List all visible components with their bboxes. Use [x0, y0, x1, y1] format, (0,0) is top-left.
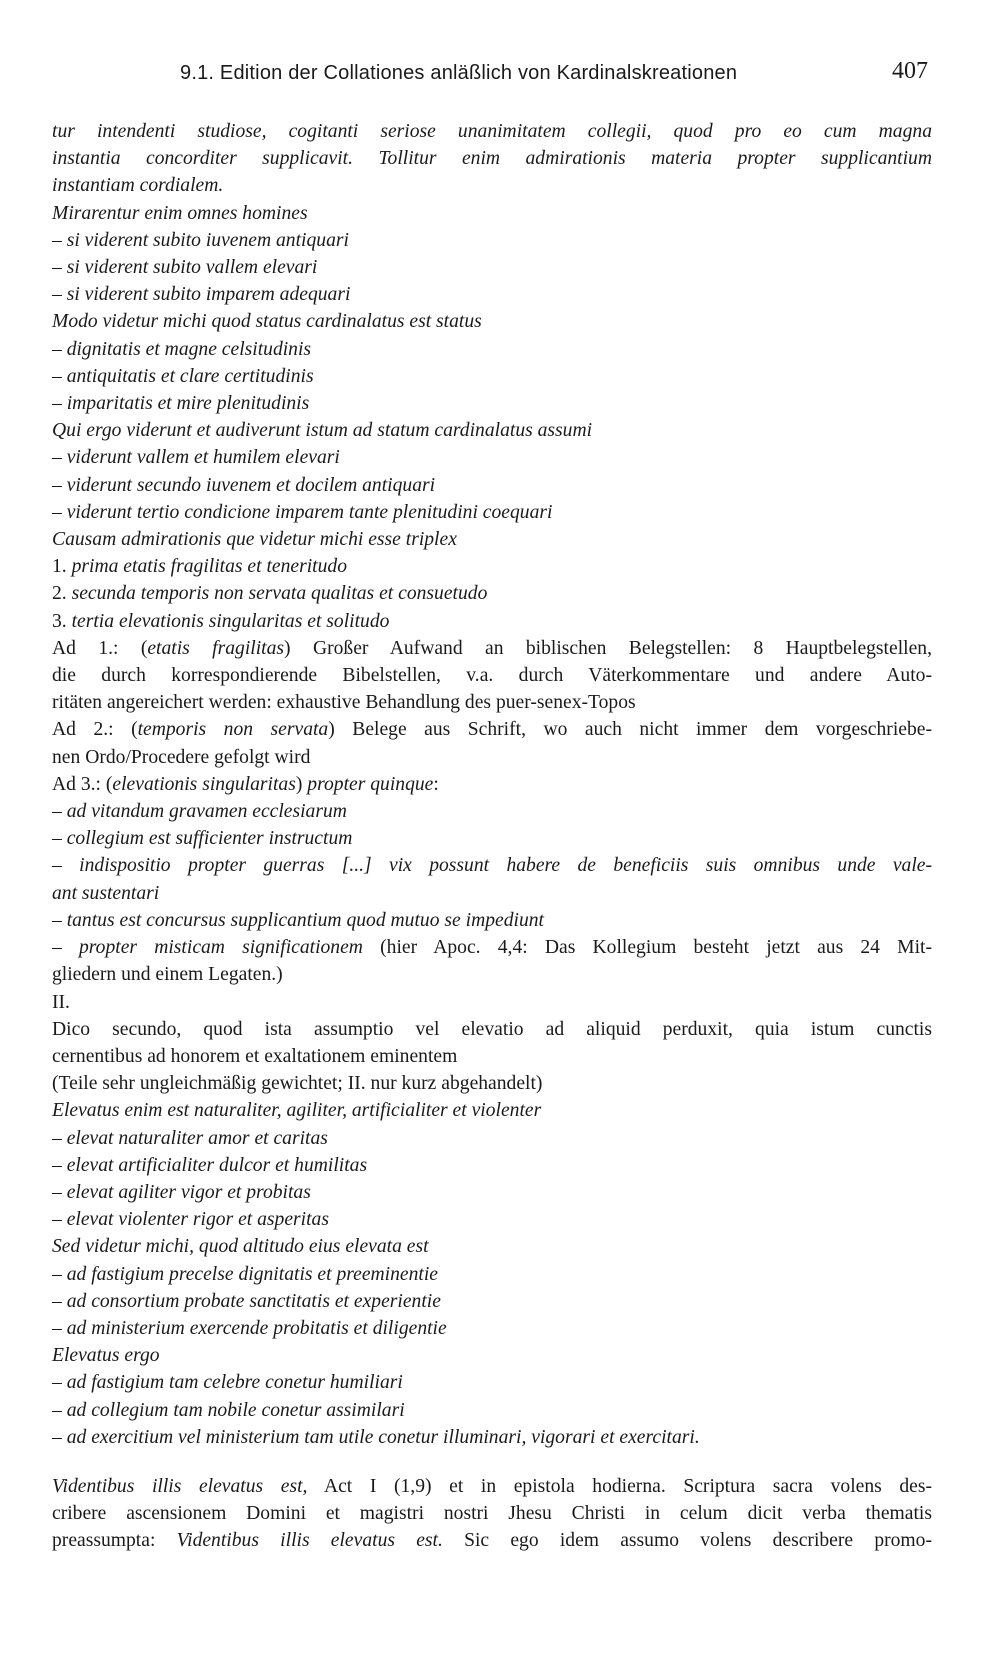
italic-text: – ad consortium probate sanctitatis et experientie: [52, 1290, 441, 1312]
text-line: [52, 1473, 932, 1500]
roman-text: Ad 3.: (: [52, 773, 113, 795]
text-line: [52, 744, 932, 771]
italic-text: – elevat violenter rigor et asperitas: [52, 1209, 329, 1231]
text-line: [52, 689, 932, 716]
italic-text: elevationis singularitas: [112, 773, 296, 795]
roman-text: :: [433, 773, 439, 795]
roman-text: Sic ego idem assumo volens describere promo-: [442, 1530, 932, 1552]
roman-text: 1.: [52, 556, 72, 578]
italic-text: Videntibus illis elevatus est.: [176, 1530, 443, 1552]
text-line: [52, 1527, 932, 1554]
text-line: [52, 1369, 932, 1396]
text-line: [52, 336, 932, 363]
text-line: [52, 499, 932, 526]
text-line: [52, 254, 932, 281]
text-line: [52, 1397, 932, 1424]
roman-text: die durch korrespondierende Bibelstellen, v.a. durch Väterkommentare und andere Auto-: [52, 665, 932, 687]
text-line: [52, 390, 932, 417]
italic-text: Causam admirationis que videtur michi esse triplex: [52, 529, 457, 551]
italic-text: instantia concorditer supplicavit. Tollitur enim admirationis materia propter supplicantium: [52, 148, 932, 170]
italic-text: Videntibus illis elevatus est,: [52, 1475, 308, 1497]
text-line: [52, 308, 932, 335]
italic-text: – collegium est sufficienter instructum: [52, 828, 353, 850]
text-line: [52, 363, 932, 390]
italic-text: Elevatus enim est naturaliter, agiliter, artificialiter et violenter: [52, 1100, 542, 1122]
text-line: [52, 145, 932, 172]
italic-text: Modo videtur michi quod status cardinalatus est status: [52, 311, 482, 333]
text-line: [52, 200, 932, 227]
text-line: [52, 1125, 932, 1152]
italic-text: Mirarentur enim omnes homines: [52, 202, 308, 224]
text-line: [52, 118, 932, 145]
text-line: [52, 1500, 932, 1527]
text-line: [52, 227, 932, 254]
text-line: [52, 444, 932, 471]
italic-text: – ad fastigium precelse dignitatis et preeminentie: [52, 1263, 439, 1285]
text-line: [52, 825, 932, 852]
roman-text: gliedern und einem Legaten.): [52, 964, 283, 986]
roman-text: (Teile sehr ungleichmäßig gewichtet; II. nur kurz abgehandelt): [52, 1073, 543, 1095]
italic-text: – imparitatis et mire plenitudinis: [52, 393, 310, 415]
page-header: [52, 58, 930, 92]
italic-text: propter quinque: [307, 773, 434, 795]
text-line: [52, 880, 932, 907]
italic-text: – elevat artificialiter dulcor et humilitas: [52, 1154, 368, 1176]
text-line: [52, 1043, 932, 1070]
running-title: 9.1. Edition der Collationes anläßlich von Kardinalskreationen: [180, 62, 738, 84]
page-number: 407: [892, 58, 928, 84]
italic-text: – ad exercitium vel ministerium tam utile conetur illuminari, vigorari et exercitari.: [52, 1426, 700, 1448]
roman-text: Dico secundo, quod ista assumptio vel elevatio ad aliquid perduxit, quia istum cunctis: [52, 1018, 932, 1040]
text-line: [52, 608, 932, 635]
text-line: [52, 1424, 932, 1451]
italic-text: – elevat agiliter vigor et probitas: [52, 1181, 311, 1203]
italic-text: – antiquitatis et clare certitudinis: [52, 365, 314, 387]
text-line: [52, 798, 932, 825]
italic-text: ant sustentari: [52, 882, 160, 904]
text-line: [52, 281, 932, 308]
roman-text: cribere ascensionem Domini et magistri nostri Jhesu Christi in celum dicit verba thematis: [52, 1503, 932, 1525]
text-line: [52, 172, 932, 199]
italic-text: etatis fragilitas: [147, 637, 285, 659]
text-line: [52, 961, 932, 988]
roman-text: cernentibus ad honorem et exaltationem eminentem: [52, 1045, 458, 1067]
text-line: [52, 553, 932, 580]
text-line: [52, 1206, 932, 1233]
italic-text: Elevatus ergo: [52, 1345, 160, 1367]
roman-text: ) Großer Aufwand an biblischen Belegstellen: 8 Hauptbelegstellen,: [284, 637, 932, 659]
italic-text: – elevat naturaliter amor et caritas: [52, 1127, 328, 1149]
italic-text: – ad fastigium tam celebre conetur humiliari: [52, 1372, 403, 1394]
text-line: [52, 580, 932, 607]
text-line: [52, 1070, 932, 1097]
italic-text: – si viderent subito iuvenem antiquari: [52, 229, 349, 251]
text-line: [52, 1233, 932, 1260]
text-line: [52, 1261, 932, 1288]
italic-text: – viderunt tertio condicione imparem tante plenitudini coequari: [52, 501, 553, 523]
roman-text: preassumpta:: [52, 1530, 177, 1552]
italic-text: temporis non servata: [137, 719, 329, 741]
text-line: [52, 907, 932, 934]
roman-text: ritäten angereichert werden: exhaustive Behandlung des puer-senex-Topos: [52, 692, 636, 714]
text-line: [52, 1288, 932, 1315]
roman-text: 2.: [52, 583, 72, 605]
italic-text: – viderunt secundo iuvenem et docilem antiquari: [52, 474, 436, 496]
text-line: [52, 989, 932, 1016]
text-line: [52, 472, 932, 499]
roman-text: (hier Apoc. 4,4: Das Kollegium besteht jetzt aus 24 Mit-: [362, 937, 932, 959]
italic-text: – ad collegium tam nobile conetur assimilari: [52, 1399, 405, 1421]
italic-text: Sed videtur michi, quod altitudo eius elevata est: [52, 1236, 429, 1258]
italic-text: – dignitatis et magne celsitudinis: [52, 338, 312, 360]
italic-text: Qui ergo viderunt et audiverunt istum ad statum cardinalatus assumi: [52, 420, 593, 442]
text-line: [52, 934, 932, 961]
italic-text: – si viderent subito vallem elevari: [52, 257, 318, 279]
italic-text: prima etatis fragilitas et teneritudo: [71, 556, 347, 578]
text-line: [52, 662, 932, 689]
italic-text: tur intendenti studiose, cogitanti seriose unanimitatem collegii, quod pro eo cum magna: [52, 121, 932, 142]
text-line: [52, 771, 932, 798]
italic-text: – si viderent subito imparem adequari: [52, 284, 351, 306]
italic-text: – ad ministerium exercende probitatis et diligentie: [52, 1317, 447, 1339]
text-line: [52, 417, 932, 444]
italic-text: – indispositio propter guerras [...] vix possunt habere de beneficiis suis omnibus unde vale-: [52, 855, 932, 877]
italic-text: – tantus est concursus supplicantium quod mutuo se impediunt: [52, 909, 544, 931]
italic-text: tertia elevationis singularitas et solitudo: [71, 610, 390, 632]
paragraph-gap: [52, 1451, 932, 1473]
text-line: [52, 1179, 932, 1206]
text-line: [52, 526, 932, 553]
text-line: [52, 1342, 932, 1369]
text-line: [52, 1097, 932, 1124]
roman-text: Ad 2.: (: [52, 719, 138, 741]
text-line: [52, 635, 932, 662]
text-line: [52, 1016, 932, 1043]
roman-text: 3.: [52, 610, 72, 632]
italic-text: – viderunt vallem et humilem elevari: [52, 447, 340, 469]
roman-text: nen Ordo/Procedere gefolgt wird: [52, 746, 311, 768]
italic-text: – propter misticam significationem: [52, 937, 363, 959]
text-line: [52, 852, 932, 879]
italic-text: secunda temporis non servata qualitas et consuetudo: [71, 583, 488, 605]
text-line: [52, 716, 932, 743]
roman-text: ) Belege aus Schrift, wo auch nicht immer dem vorgeschriebe-: [328, 719, 932, 741]
roman-text: Act I (1,9) et in epistola hodierna. Scriptura sacra volens des-: [307, 1475, 933, 1497]
text-line: [52, 1315, 932, 1342]
roman-text: II.: [52, 991, 70, 1013]
text-line: [52, 1152, 932, 1179]
italic-text: – ad vitandum gravamen ecclesiarum: [52, 801, 347, 823]
roman-text: Ad 1.: (: [52, 637, 148, 659]
body-text: [52, 118, 932, 1555]
italic-text: instantiam cordialem.: [52, 175, 224, 197]
roman-text: ): [295, 773, 308, 795]
